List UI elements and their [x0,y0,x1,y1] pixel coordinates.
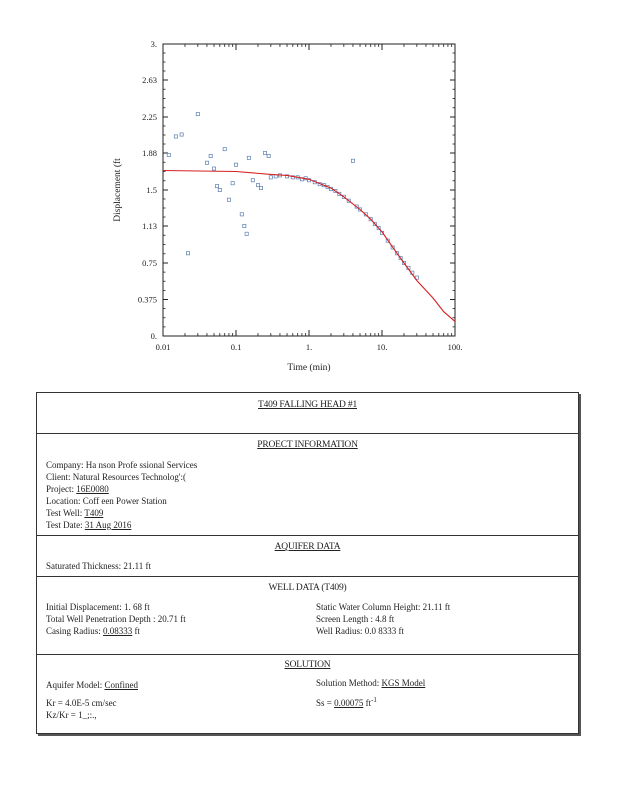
plot-frame [163,44,455,336]
aquifer-model-value: Confined [104,680,138,690]
observed-point [231,182,234,185]
test-date-value: 31 Aug 2016 [84,520,132,530]
test-well [46,508,103,518]
project [46,484,109,494]
observed-point [251,179,254,182]
observed-point [167,153,170,156]
ss-exponent: -1 [371,696,377,704]
saturated-thickness: Saturated Thickness: 21.11 ft [46,561,151,571]
observed-point [227,198,230,201]
test-well-value: T409 [84,508,104,518]
location: Location: Coff een Power Station [46,496,167,506]
observed-point [245,232,248,235]
observed-point [351,159,354,162]
ss-label: Ss = [316,698,332,708]
displacement-vs-time-chart [0,0,618,380]
observed-point [223,148,226,151]
solution-method [316,678,425,688]
x-tick-label: 100. [447,342,463,352]
observed-point [243,224,246,227]
y-tick-label: 2.25 [142,112,157,122]
y-tick-label: 2.63 [142,75,157,86]
observed-data-points [167,112,418,279]
y-tick-label: 3. [150,39,157,49]
y-axis-ticks [138,39,455,341]
x-axis-label: Time (min) [287,363,331,373]
divider [37,433,578,434]
fitted-curve [163,171,455,322]
x-axis-ticks [156,44,463,352]
solution-header: SOLUTION [284,660,331,670]
aquifer-model-label: Aquifer Model: [46,680,103,690]
well-radius: Well Radius: 0.0 8333 ft [316,626,405,636]
y-tick-label: 1.13 [142,221,157,232]
project-value: 16E0080 [76,484,109,494]
static-water-column-height: Static Water Column Height: 21.11 ft [316,602,451,612]
y-tick-label: 1.88 [142,148,157,159]
observed-point [196,112,199,115]
observed-point [180,133,183,136]
x-tick-label: 0.1 [230,342,242,352]
kr-value: Kr = 4.0E-5 cm/sec [46,698,117,708]
company: Company: Ha nson Profe ssional Services [46,460,198,470]
report-title: T409 FALLING HEAD #1 [258,400,357,410]
observed-point [263,151,266,154]
test-date-label: Test Date: [46,520,83,530]
observed-point [209,154,212,157]
x-tick-label: 1. [305,342,313,352]
x-tick-label: 0.01 [155,342,171,352]
project-info-header: PROECT INFORMATION [257,440,358,450]
observed-point [212,167,215,170]
casing-radius-value: 0.08333 [103,626,133,636]
y-tick-label: 1.5 [146,185,157,195]
observed-point [215,185,218,188]
client: Client: Natural Resources Technolog':( [46,472,187,482]
initial-displacement: Initial Displacement: 1. 68 ft [46,602,150,612]
casing-radius-label: Casing Radius: [46,626,101,636]
observed-point [205,161,208,164]
y-tick-label: 0.375 [137,294,157,305]
observed-point [240,213,243,216]
test-well-label: Test Well: [46,508,83,518]
aquifer-model [46,680,138,690]
divider [37,576,578,577]
observed-point [247,156,250,159]
observed-point [234,163,237,166]
divider [37,654,578,655]
observed-point [218,188,221,191]
observed-point [269,176,272,179]
well-data-header: WELL DATA (T409) [268,583,347,593]
total-well-penetration: Total Well Penetration Depth : 20.71 ft [46,614,186,624]
ss-value [316,696,377,708]
kz-kr-ratio: Kz/Kr = 1_;:., [46,710,97,720]
y-tick-label: 0. [150,331,157,341]
observed-point [186,252,189,255]
observed-point [174,135,177,138]
observed-point [267,154,270,157]
divider [37,535,578,536]
casing-radius-unit: ft [134,626,141,636]
aquifer-data-header: AQUIFER DATA [274,542,341,552]
ss-unit: ft [365,698,372,708]
solution-method-value: KGS Model [381,678,426,688]
y-axis-label: Displacement (ft [113,158,123,222]
test-report-panel [36,392,579,734]
solution-method-label: Solution Method: [316,678,380,688]
y-tick-label: 0.75 [142,258,157,268]
ss-number: 0.00075 [334,698,364,708]
project-label: Project: [46,484,74,494]
casing-radius [46,626,140,636]
x-tick-label: 10. [376,342,388,352]
screen-length: Screen Length : 4.8 ft [316,614,395,624]
test-date [46,520,131,530]
